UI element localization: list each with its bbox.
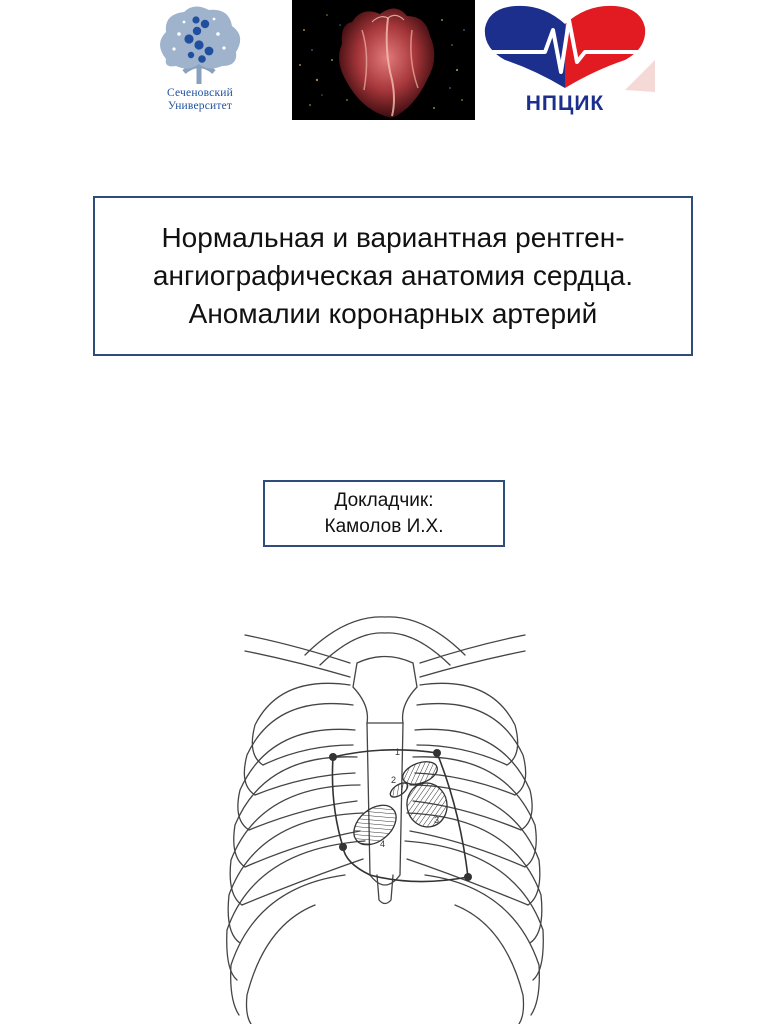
heart-image (292, 0, 475, 120)
valve-marker-1: 1 (395, 747, 401, 757)
chest-xray-diagram (185, 595, 585, 1024)
heart-ecg-icon (475, 0, 655, 92)
sechenov-logo (150, 4, 250, 122)
valve-marker-2: 2 (391, 775, 397, 785)
tree-icon (154, 4, 244, 86)
valve-marker-3: 3 (434, 815, 440, 825)
title-box (93, 196, 693, 356)
logo-bar (0, 0, 768, 125)
valve-marker-4: 4 (380, 839, 386, 849)
npcik-logo (475, 0, 655, 120)
ribcage-drawing (185, 595, 585, 1024)
page-title: Нормальная и вариантная рентген-ангиографическая анатомия сердца. Аномалии коронарных артерий (152, 222, 634, 329)
speaker-label: Докладчик: (334, 489, 434, 511)
sechenov-name (150, 87, 250, 113)
heart-render-icon (292, 0, 475, 120)
sechenov-name-line1: Сеченовский (167, 87, 233, 99)
sechenov-name-line2: Университет (167, 100, 233, 112)
speaker-name: Камолов И.Х. (324, 515, 444, 537)
speaker-box (263, 480, 505, 547)
npcik-label: НПЦИК (525, 92, 605, 115)
